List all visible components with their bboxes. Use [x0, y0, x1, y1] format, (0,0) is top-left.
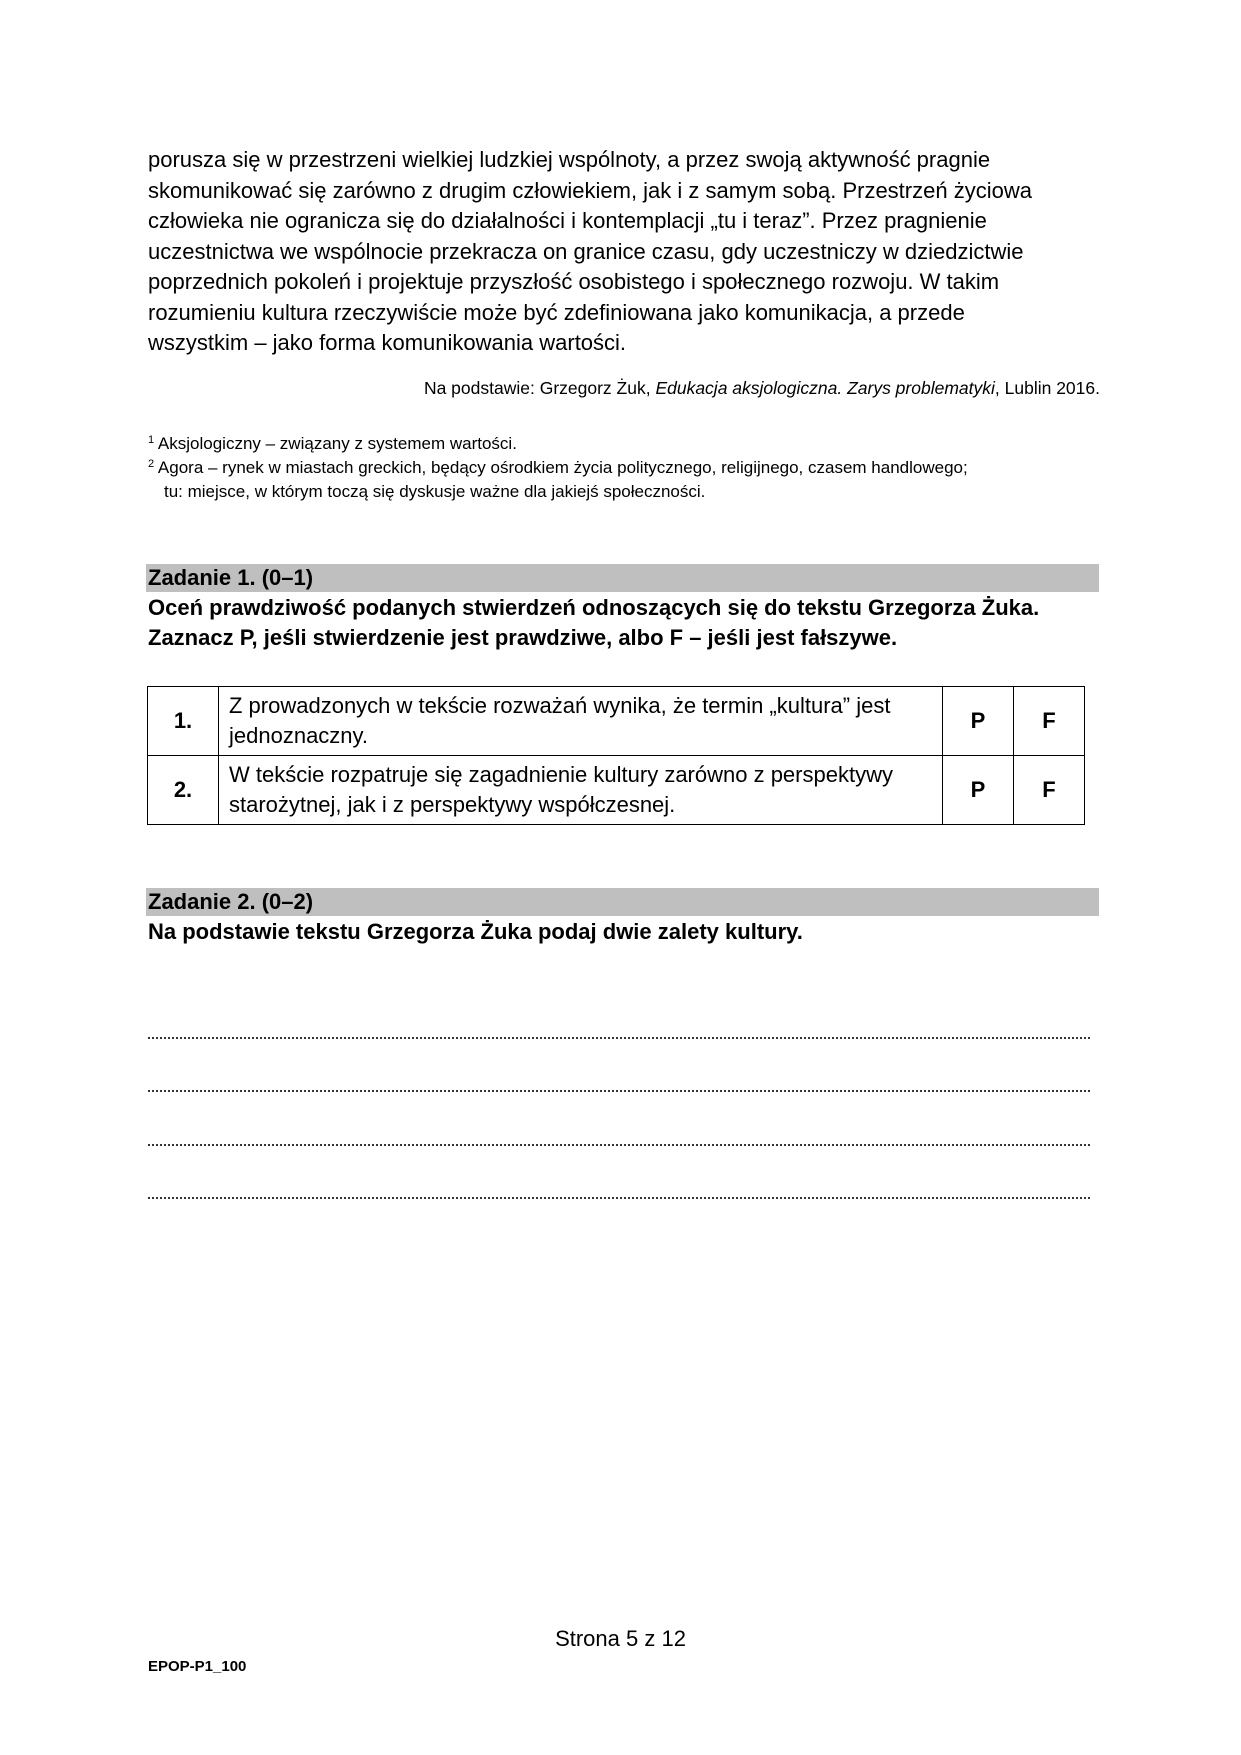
answer-line[interactable] — [148, 1039, 1090, 1093]
document-code: EPOP-P1_100 — [148, 1658, 247, 1675]
row-number: 2. — [148, 756, 219, 825]
footnote-mark: 2 — [148, 458, 155, 470]
passage-line: skomunikować się zarówno z drugim człowiekiem, jak i z samym sobą. Przestrzeń życiowa — [148, 177, 1032, 203]
footnote-2 — [148, 456, 1108, 480]
footnote-text: Agora – rynek w miastach greckich, będący ośrodkiem życia politycznego, religijnego, czasem handlowego; — [157, 458, 968, 477]
option-f[interactable]: F — [1014, 756, 1085, 825]
task-1-instruction — [148, 593, 1108, 653]
passage-line: uczestnictwa we wspólnocie przekracza on granice czasu, gdy uczestniczy w dziedzictwie — [148, 238, 1024, 264]
source-citation — [424, 377, 1100, 399]
option-f[interactable]: F — [1014, 687, 1085, 756]
row-number: 1. — [148, 687, 219, 756]
answer-line[interactable] — [148, 1092, 1090, 1146]
task-2-instruction — [148, 917, 1108, 947]
footnote-2-continuation: tu: miejsce, w którym toczą się dyskusje ważne dla jakiejś społeczności. — [164, 482, 706, 501]
source-prefix: Na podstawie: Grzegorz Żuk, — [423, 378, 656, 398]
answer-line[interactable] — [148, 1146, 1090, 1200]
passage-line: poprzednich pokoleń i projektuje przyszłość osobistego i społecznego rozwoju. W takim — [148, 269, 1000, 294]
passage-line: człowieka nie ogranicza się do działalności i kontemplacji „tu i teraz”. Przez pragnienie — [148, 208, 987, 233]
task-2-header: Zadanie 2. (0–2) — [146, 888, 1099, 916]
true-false-table — [147, 686, 1085, 825]
table-row — [148, 756, 1085, 825]
passage-line: wszystkim – jako forma komunikowania wartości. — [148, 330, 627, 355]
footnote-1 — [148, 432, 1108, 456]
task-1-header: Zadanie 1. (0–1) — [146, 564, 1099, 592]
page-number: Strona 5 z 12 — [555, 1626, 686, 1651]
statement-text: Z prowadzonych w tekście rozważań wynika, że termin „kultura” jest jednoznaczny. — [219, 687, 943, 756]
footnote-text: Aksjologiczny – związany z systemem wartości. — [157, 434, 517, 453]
statement-text: W tekście rozpatruje się zagadnienie kultury zarówno z perspektywy starożytnej, jak i z perspektywy współczesnej. — [219, 756, 943, 825]
footnote-mark: 1 — [148, 434, 155, 446]
footnotes — [148, 432, 1108, 504]
answer-area[interactable] — [148, 985, 1090, 1199]
table-row — [148, 687, 1085, 756]
instruction-line: Oceń prawdziwość podanych stwierdzeń odnoszących się do tekstu Grzegorza Żuka. — [148, 595, 1040, 620]
option-p[interactable]: P — [943, 756, 1014, 825]
passage-text — [148, 145, 1098, 359]
passage-line: porusza się w przestrzeni wielkiej ludzkiej wspólnoty, a przez swoją aktywność pragnie — [148, 147, 991, 172]
instruction-line: Na podstawie tekstu Grzegorza Żuka podaj dwie zalety kultury. — [148, 919, 803, 944]
source-title: Edukacja aksjologiczna. Zarys problematyki — [655, 378, 995, 398]
option-p[interactable]: P — [943, 687, 1014, 756]
instruction-line: Zaznacz P, jeśli stwierdzenie jest prawdziwe, albo F – jeśli jest fałszywe. — [148, 625, 898, 650]
source-suffix: , Lublin 2016. — [994, 378, 1100, 398]
passage-line: rozumieniu kultura rzeczywiście może być zdefiniowana jako komunikacja, a przede — [148, 299, 965, 325]
answer-line[interactable] — [148, 985, 1090, 1039]
